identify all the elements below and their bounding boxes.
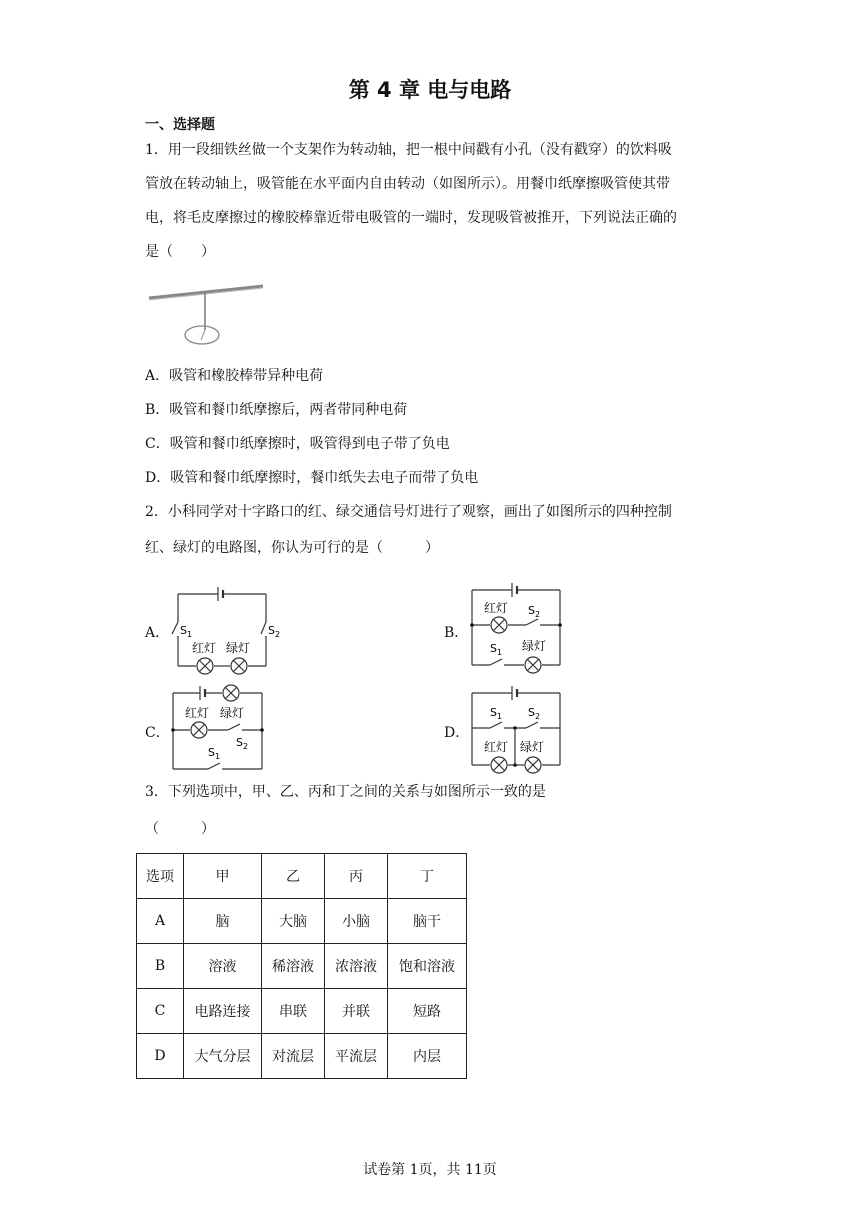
question-2-option-c-label[interactable]: C． — [145, 725, 170, 741]
table-cell: 对流层 — [262, 1034, 325, 1079]
circuit-c-s1-subscript: 1 — [214, 752, 221, 761]
circuit-a-diagram[interactable] — [168, 582, 281, 677]
table-cell: 大气分层 — [184, 1034, 262, 1079]
table-cell: A — [137, 899, 184, 944]
svg-text:S2 — [528, 604, 540, 619]
svg-text:S1 — [490, 706, 502, 721]
circuit-d-s2-subscript: 2 — [534, 712, 541, 721]
svg-text:S2 — [528, 706, 540, 721]
question-3-table — [136, 853, 467, 1079]
table-cell: 脑 — [184, 899, 262, 944]
question-1-line-1: 1．用一段细铁丝做一个支架作为转动轴，把一根中间戳有小孔（没有戳穿）的饮料吸 — [145, 142, 672, 158]
question-1-option-b[interactable]: B．吸管和餐巾纸摩擦后，两者带同种电荷 — [145, 402, 408, 418]
circuit-a-green-label: 绿灯 — [226, 641, 251, 655]
question-2-option-b-label[interactable]: B． — [444, 625, 469, 641]
table-row[interactable] — [137, 1034, 467, 1079]
table-cell: 电路连接 — [184, 989, 262, 1034]
svg-text:S1 — [490, 642, 502, 657]
page-footer: 试卷第 1页，共 11页 — [363, 1162, 497, 1178]
table-header-cell: 丙 — [325, 854, 388, 899]
circuit-b-s2-subscript: 2 — [534, 610, 541, 619]
table-header-cell: 丁 — [388, 854, 467, 899]
table-cell: 溶液 — [184, 944, 262, 989]
question-2-line-2: 红、绿灯的电路图，你认为可行的是（ ） — [145, 540, 439, 556]
question-1-option-c[interactable]: C．吸管和餐巾纸摩擦时，吸管得到电子带了负电 — [145, 436, 450, 452]
table-row — [137, 854, 467, 899]
question-1-option-d[interactable]: D．吸管和餐巾纸摩擦时，餐巾纸失去电子而带了负电 — [145, 470, 479, 486]
circuit-c-s1-label: S — [208, 746, 215, 759]
circuit-d-green-label: 绿灯 — [520, 740, 545, 754]
table-cell: 浓溶液 — [325, 944, 388, 989]
circuit-b-red-label: 红灯 — [484, 601, 509, 615]
table-row[interactable] — [137, 944, 467, 989]
question-2-line-1: 2．小科同学对十字路口的红、绿交通信号灯进行了观察，画出了如图所示的四种控制 — [145, 504, 672, 520]
table-cell: 平流层 — [325, 1034, 388, 1079]
table-header-cell: 甲 — [184, 854, 262, 899]
svg-text:S2 — [236, 736, 248, 751]
circuit-b-s2-label: S — [528, 604, 535, 617]
question-1-option-a[interactable]: A．吸管和橡胶棒带异种电荷 — [145, 368, 324, 384]
circuit-c-red-label: 红灯 — [185, 706, 210, 720]
table-header-cell: 乙 — [262, 854, 325, 899]
section-heading: 一、选择题 — [145, 117, 215, 133]
svg-text:S1 — [180, 624, 192, 639]
table-cell: C — [137, 989, 184, 1034]
table-row[interactable] — [137, 899, 467, 944]
circuit-d-s1-label: S — [490, 706, 497, 719]
table-header-cell: 选项 — [137, 854, 184, 899]
table-cell: 稀溶液 — [262, 944, 325, 989]
circuit-d-s2-label: S — [528, 706, 535, 719]
circuit-d-red-label: 红灯 — [484, 740, 509, 754]
table-cell: 内层 — [388, 1034, 467, 1079]
chapter-title: 第 4 章 电与电路 — [348, 78, 512, 102]
circuit-b-s1-label: S — [490, 642, 497, 655]
circuit-d-s1-subscript: 1 — [496, 712, 503, 721]
circuit-a-red-label: 红灯 — [192, 641, 217, 655]
table-cell: B — [137, 944, 184, 989]
table-cell: 大脑 — [262, 899, 325, 944]
table-row[interactable] — [137, 989, 467, 1034]
straw-stand-figure — [145, 280, 270, 350]
circuit-c-s2-label: S — [236, 736, 243, 749]
circuit-b-green-label: 绿灯 — [522, 639, 547, 653]
question-1-line-2: 管放在转动轴上，吸管能在水平面内自由转动（如图所示）。用餐巾纸摩擦吸管使其带 — [145, 176, 670, 192]
question-2-option-d-label[interactable]: D． — [444, 725, 470, 741]
svg-text:S2 — [268, 624, 280, 639]
circuit-a-s2-subscript: 2 — [274, 630, 281, 639]
circuit-a-s2-label: S — [268, 624, 275, 637]
table-cell: 串联 — [262, 989, 325, 1034]
circuit-c-green-label: 绿灯 — [220, 706, 245, 720]
circuit-c-diagram[interactable] — [170, 683, 270, 775]
question-1-line-3: 电，将毛皮摩擦过的橡胶棒靠近带电吸管的一端时，发现吸管被推开，下列说法正确的 — [145, 210, 677, 226]
question-3-bracket: （ ） — [145, 821, 215, 837]
table-cell: 饱和溶液 — [388, 944, 467, 989]
table-cell: 小脑 — [325, 899, 388, 944]
circuit-b-diagram[interactable] — [462, 580, 567, 675]
question-3-line: 3．下列选项中，甲、乙、丙和丁之间的关系与如图所示一致的是 — [145, 784, 546, 800]
table-cell: 并联 — [325, 989, 388, 1034]
circuit-d-diagram[interactable] — [462, 683, 567, 775]
table-cell: 脑干 — [388, 899, 467, 944]
circuit-b-s1-subscript: 1 — [496, 648, 503, 657]
circuit-a-s1-label: S — [180, 624, 187, 637]
circuit-a-s1-subscript: 1 — [186, 630, 193, 639]
question-2-option-a-label[interactable]: A． — [145, 625, 170, 641]
svg-text:S1 — [208, 746, 220, 761]
table-cell: D — [137, 1034, 184, 1079]
circuit-c-s2-subscript: 2 — [242, 742, 249, 751]
table-cell: 短路 — [388, 989, 467, 1034]
question-1-line-4: 是（ ） — [145, 244, 215, 260]
